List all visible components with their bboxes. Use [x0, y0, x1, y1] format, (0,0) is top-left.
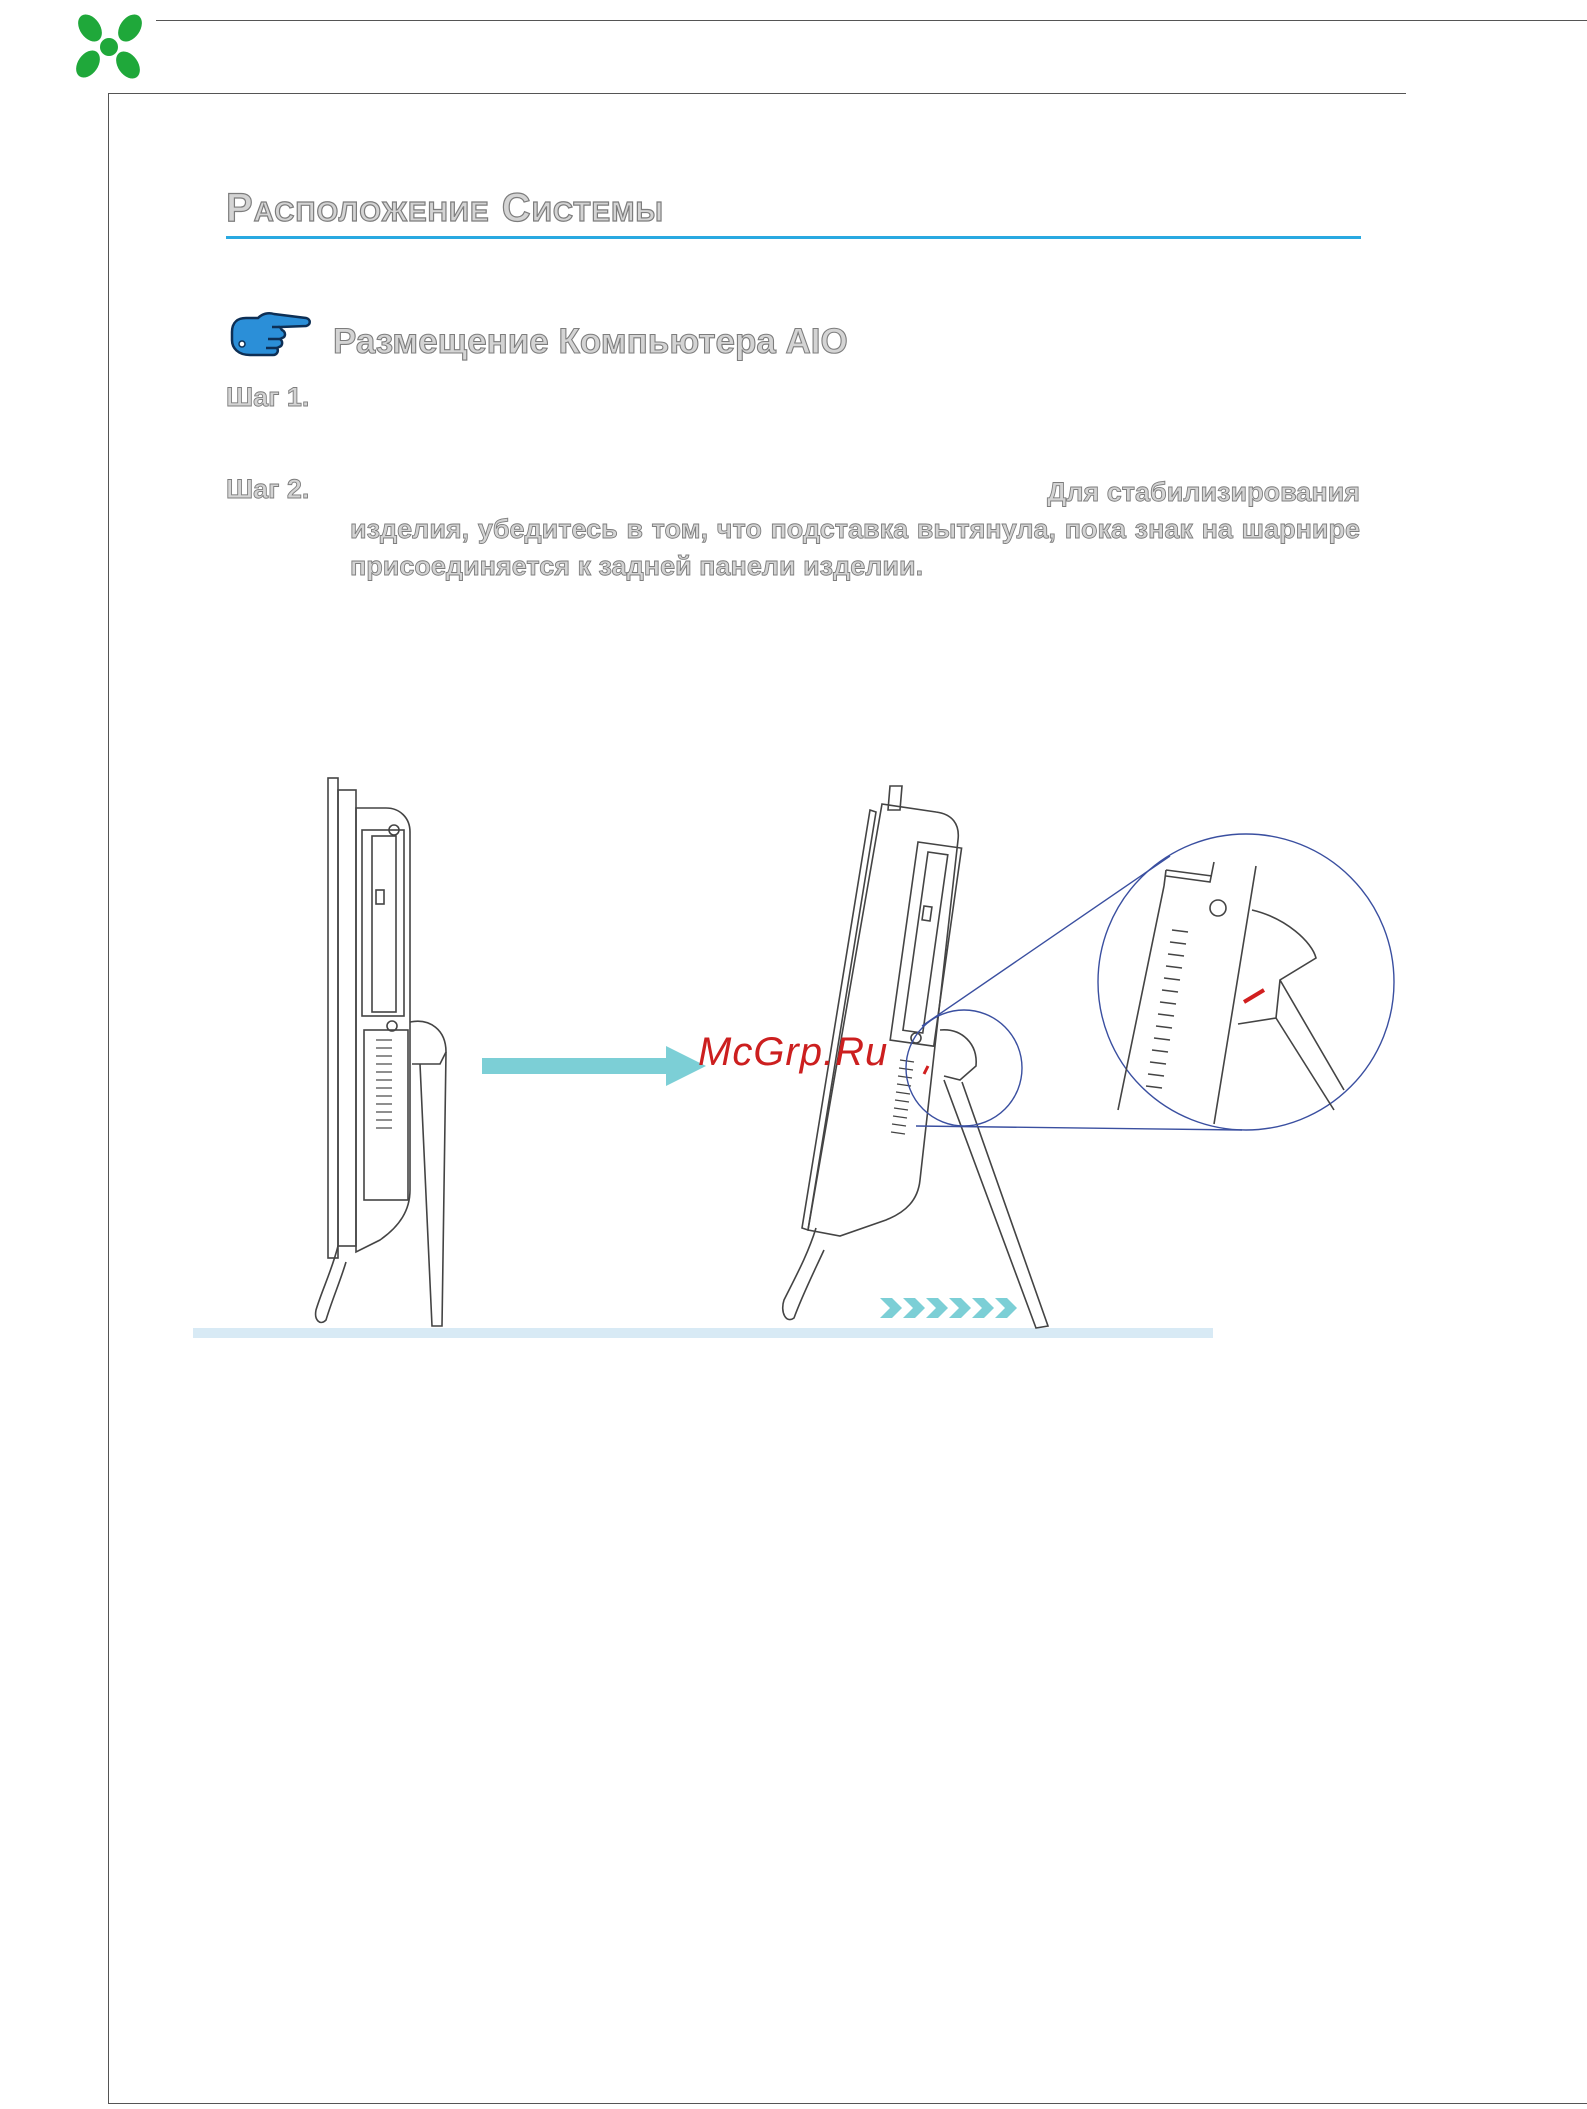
extend-direction-chevrons	[880, 1298, 1017, 1318]
subsection-title: Размещение Компьютера AIO	[333, 322, 848, 361]
transition-arrow	[482, 1046, 706, 1086]
hinge-mark-small	[924, 1066, 928, 1074]
step-1-label: Шаг 1.	[226, 382, 310, 412]
section-title: Расположение Системы	[226, 186, 664, 230]
zoom-callout	[906, 834, 1394, 1130]
zoomed-hinge-detail	[1118, 862, 1344, 1124]
aio-side-view-folded	[316, 778, 446, 1326]
watermark-text: McGrp.Ru	[698, 1030, 889, 1074]
step-2-text-line1: Для стабилизирования	[1047, 477, 1360, 507]
step-2-text: изделия, убедитесь в том, что подставка вытянула, пока знак на шарнире присоединяется к задней панели изделии.	[350, 514, 1360, 581]
hinge-mark	[1244, 990, 1264, 1002]
floor-line	[193, 1328, 1213, 1338]
step-2-label: Шаг 2.	[226, 474, 310, 504]
